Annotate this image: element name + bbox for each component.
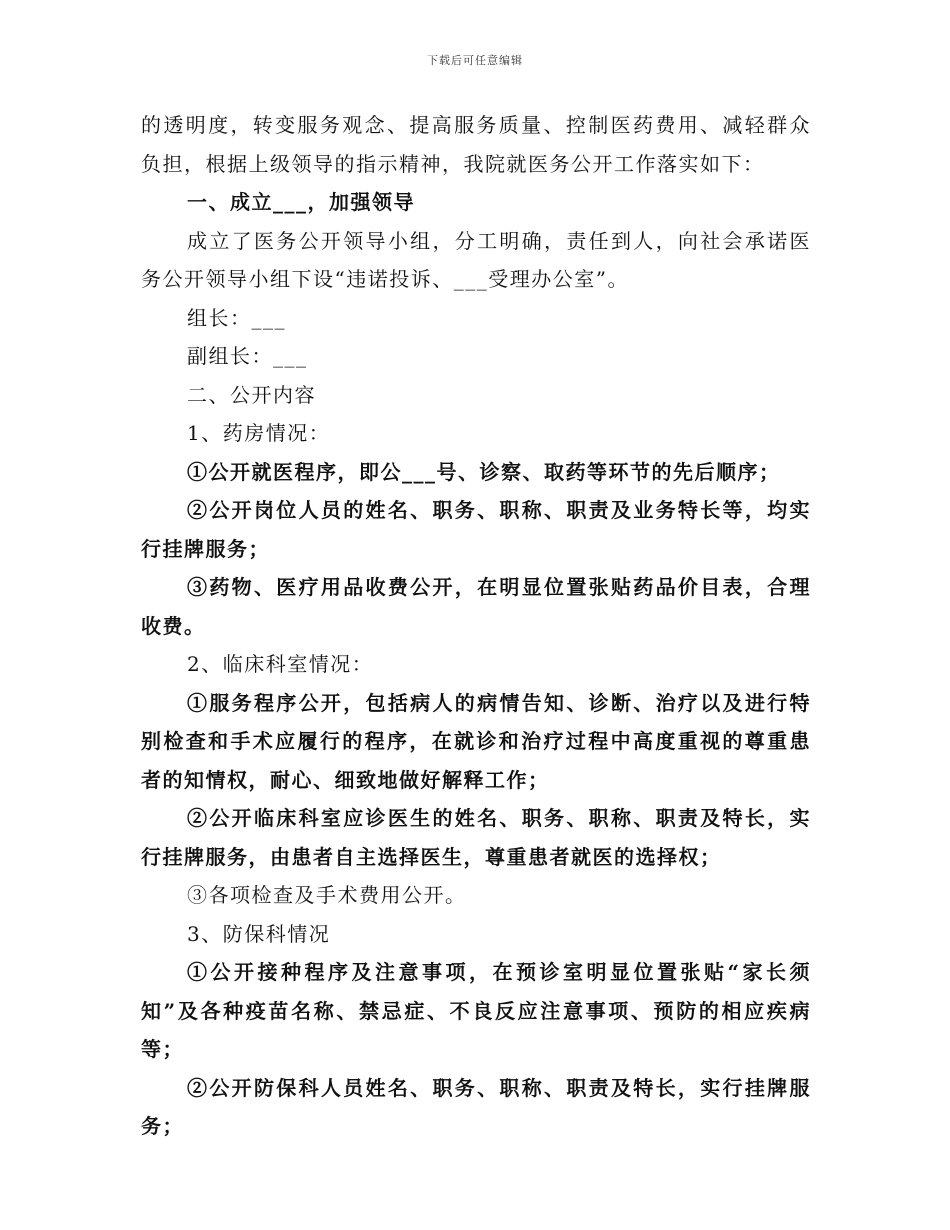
list-item: ②公开防保科人员姓名、职务、职称、职责及特长，实行挂牌服: [187, 1075, 811, 1100]
list-item: 者的知情权，耐心、细致地做好解释工作；: [141, 767, 550, 792]
text-line: 的透明度，转变服务观念、提高服务质量、控制医药费用、减轻群众: [141, 113, 811, 137]
list-item: ③药物、医疗用品收费公开，在明显位置张贴药品价目表，合理: [187, 575, 811, 599]
list-item: ①公开就医程序，即公___号、诊察、取药等环节的先后顺序；: [187, 459, 781, 484]
list-item: ①服务程序公开，包括病人的病情告知、诊断、治疗以及进行特: [187, 690, 811, 715]
list-item: ③各项检查及手术费用公开。: [187, 883, 467, 907]
deputy-leader-line: 副组长：___: [187, 344, 308, 368]
list-item: ①公开接种程序及注意事项，在预诊室明显位置张贴“家长须: [187, 960, 811, 984]
list-item: ②公开临床科室应诊医生的姓名、职务、职称、职责及特长，实: [187, 806, 811, 830]
list-item: ②公开岗位人员的姓名、职务、职称、职责及业务特长等，均实: [187, 498, 811, 522]
text-line: 务公开领导小组下设“违诺投诉、___受理办公室”。: [141, 267, 629, 291]
list-item: 收费。: [141, 613, 206, 638]
subsection-heading: 2、临床科室情况：: [187, 652, 374, 676]
list-item: 务；: [141, 1114, 184, 1138]
list-item: 知”及各种疫苗名称、禁忌症、不良反应注意事项、预防的相应疾病: [141, 998, 811, 1023]
document-body: [141, 106, 811, 1146]
section-heading: 一、成立___，加强领导: [187, 190, 415, 214]
list-item: 别检查和手术应履行的程序，在就诊和治疗过程中高度重视的尊重患: [141, 729, 811, 753]
section-heading: 二、公开内容: [187, 382, 316, 407]
subsection-heading: 3、防保科情况: [187, 921, 331, 946]
leader-line: 组长：___: [187, 305, 286, 330]
text-line: 负担，根据上级领导的指示精神，我院就医务公开工作落实如下：: [141, 151, 765, 176]
page-header: 下载后可任意编辑: [427, 54, 523, 67]
subsection-heading: 1、药房情况：: [187, 421, 331, 445]
text-line: 成立了医务公开领导小组，分工明确，责任到人，向社会承诺医: [187, 228, 811, 253]
list-item: 等；: [141, 1037, 184, 1061]
list-item: 行挂牌服务；: [141, 536, 270, 561]
list-item: 行挂牌服务，由患者自主选择医生，尊重患者就医的选择权；: [141, 844, 722, 869]
